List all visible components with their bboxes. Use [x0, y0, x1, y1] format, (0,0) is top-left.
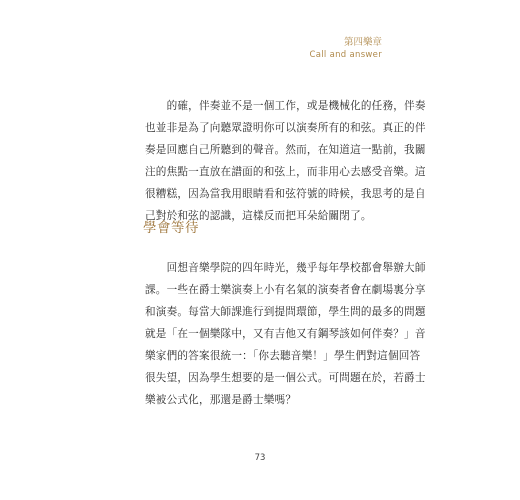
text-line: 注的焦點一直放在譜面的和弦上，而非用心去感受音樂。這 [145, 166, 426, 178]
section-heading: 學會等待 [143, 220, 199, 236]
chapter-subtitle: Call and answer [309, 50, 382, 60]
text-line: 樂被公式化，那還是爵士樂嗎？ [145, 394, 297, 406]
paragraph-2 [145, 257, 426, 411]
text-line: 也並非是為了向聽眾證明你可以演奏所有的和弦。真正的伴 [145, 122, 426, 134]
text-line: 很失望，因為學生想要的是一個公式。可問題在於，若爵士 [145, 372, 426, 384]
text-line: 就是「在一個樂隊中，又有吉他又有鋼琴該如何伴奏？」音 [145, 328, 426, 340]
paragraph-1 [145, 95, 426, 227]
text-line: 樂家們的答案很統一：「你去聽音樂！」學生們對這個回答 [145, 350, 421, 362]
text-line: 己對於和弦的認識，這樣反而把耳朵給關閉了。 [145, 210, 372, 222]
text-line: 奏是回應自己所聽到的聲音。然而，在知道這一點前，我關 [145, 144, 426, 156]
chapter-header [310, 36, 382, 61]
page-number: 73 [254, 453, 266, 463]
text-line: 課。一些在爵士樂演奏上小有名氣的演奏者會在劇場裏分享 [145, 284, 426, 296]
text-line: 和演奏。每當大師課進行到提問環節，學生問的最多的問題 [145, 306, 426, 318]
text-line: 很糟糕，因為當我用眼睛看和弦符號的時候，我思考的是自 [145, 188, 426, 200]
chapter-title: 第四樂章 [343, 37, 382, 48]
text-line: 的確，伴奏並不是一個工作，或是機械化的任務，伴奏 [145, 100, 426, 112]
text-line: 回想音樂學院的四年時光，幾乎每年學校都會舉辦大師 [145, 262, 426, 274]
